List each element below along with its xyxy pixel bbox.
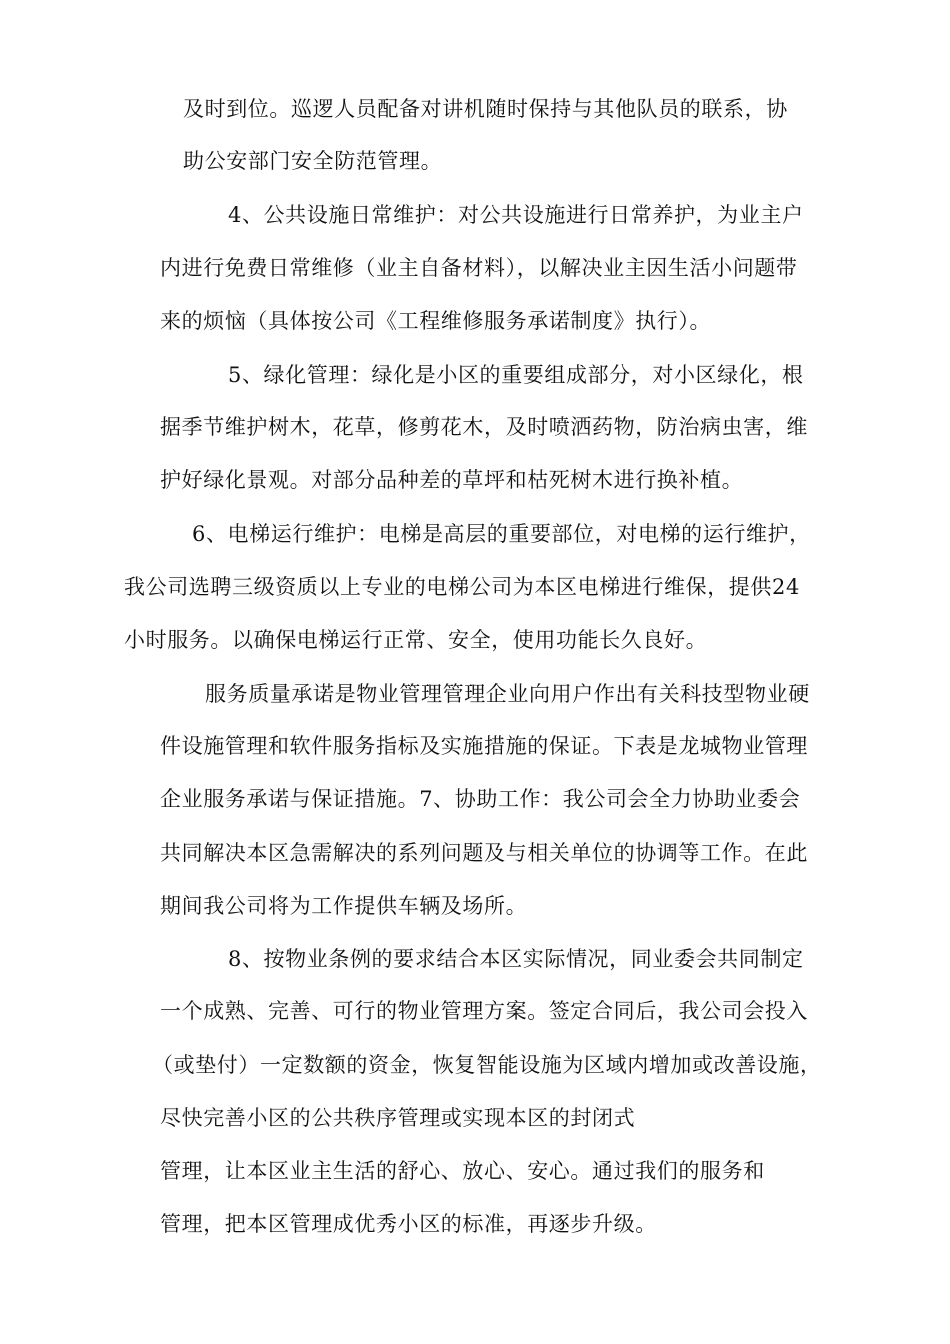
- text-line: 6、电梯运行维护：电梯是高层的重要部位，对电梯的运行维护，: [192, 522, 811, 546]
- text-line: 期间我公司将为工作提供车辆及场所。: [160, 894, 528, 918]
- text-line: 一个成熟、完善、可行的物业管理方案。签定合同后，我公司会投入: [160, 999, 808, 1023]
- text-line: 来的烦恼（具体按公司《工程维修服务承诺制度》执行）。: [160, 309, 712, 333]
- text-line: 共同解决本区急需解决的系列问题及与相关单位的协调等工作。在此: [160, 841, 808, 865]
- text-line: 尽快完善小区的公共秩序管理或实现本区的封闭式: [160, 1106, 636, 1130]
- text-line: 5、绿化管理：绿化是小区的重要组成部分，对小区绿化，根: [228, 363, 804, 387]
- text-line: 及时到位。巡逻人员配备对讲机随时保持与其他队员的联系，协: [183, 97, 788, 121]
- text-line: 内进行免费日常维修（业主自备材料），以解决业主因生活小问题带: [160, 256, 798, 280]
- text-line: 件设施管理和软件服务指标及实施措施的保证。下表是龙城物业管理: [160, 734, 808, 758]
- text-line: 8、按物业条例的要求结合本区实际情况，同业委会共同制定: [228, 947, 804, 971]
- text-line: 小时服务。以确保电梯运行正常、安全，使用功能长久良好。: [124, 628, 708, 652]
- text-line: 企业服务承诺与保证措施。7、协助工作：我公司会全力协助业委会: [160, 787, 801, 811]
- text-line: 4、公共设施日常维护：对公共设施进行日常养护，为业主户: [228, 203, 804, 227]
- text-line: 助公安部门安全防范管理。: [183, 149, 443, 173]
- text-line: 据季节维护树木，花草，修剪花木，及时喷洒药物，防治病虫害，维: [160, 415, 808, 439]
- text-line: 管理，让本区业主生活的舒心、放心、安心。通过我们的服务和: [160, 1159, 765, 1183]
- text-line: 管理，把本区管理成优秀小区的标准，再逐步升级。: [160, 1212, 657, 1236]
- text-line: （或垫付）一定数额的资金，恢复智能设施为区域内增加或改善设施，: [152, 1053, 822, 1077]
- text-line: 我公司选聘三级资质以上专业的电梯公司为本区电梯进行维保，提供24: [124, 575, 800, 599]
- text-line: 服务质量承诺是物业管理管理企业向用户作出有关科技型物业硬: [205, 682, 810, 706]
- text-line: 护好绿化景观。对部分品种差的草坪和枯死树木进行换补植。: [160, 468, 744, 492]
